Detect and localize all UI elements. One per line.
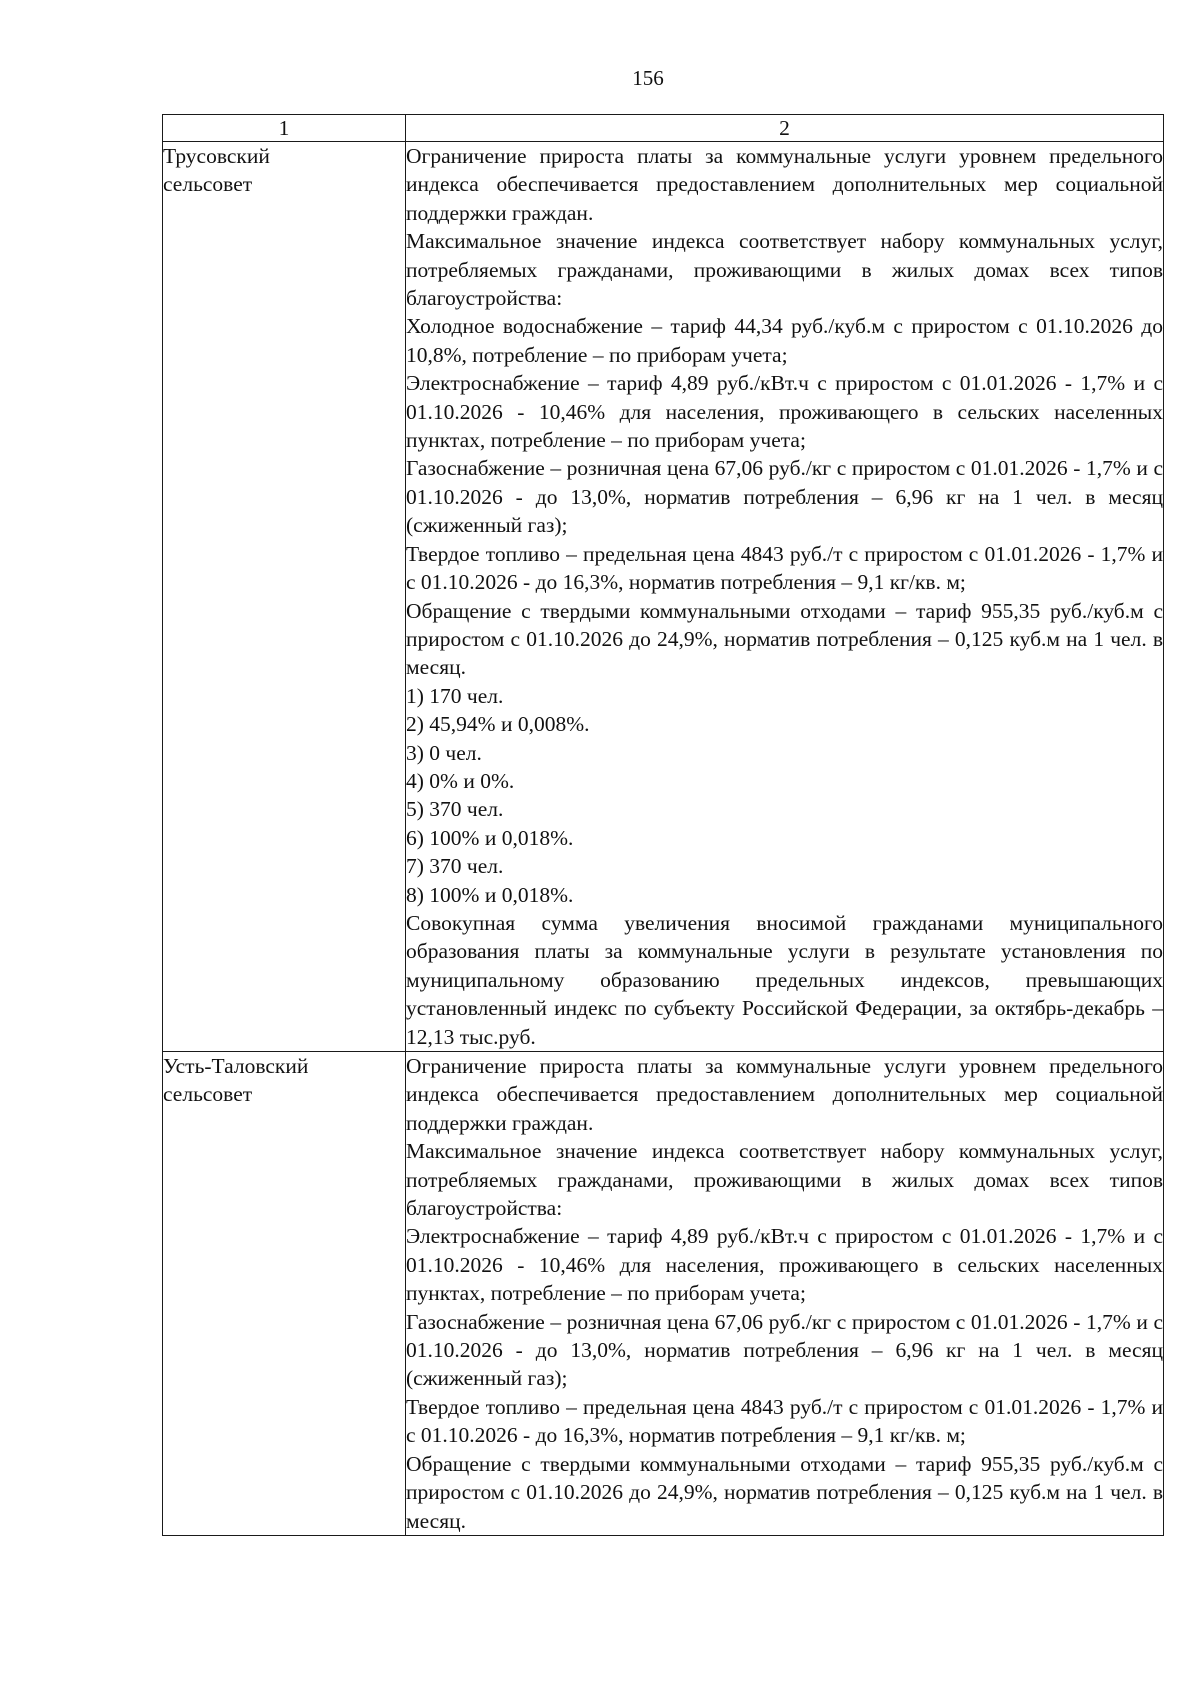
description-paragraph: 6) 100% и 0,018%. [406, 825, 574, 850]
description-paragraph: 1) 170 чел. [406, 683, 504, 708]
index-description [406, 1052, 1164, 1536]
description-paragraph: 3) 0 чел. [406, 740, 482, 765]
column-header-1: 1 [163, 115, 406, 142]
description-paragraph: Газоснабжение – розничная цена 67,06 руб./кг с приростом с 01.01.2026 - 1,7% и с 01.10.2026 - до 13,0%, норматив потребления – 6,96 кг на 1 чел. в месяц (сжиженный газ); [406, 1309, 1163, 1391]
municipality-name [163, 1052, 406, 1536]
description-paragraph: 4) 0% и 0%. [406, 768, 515, 793]
description-paragraph: Твердое топливо – предельная цена 4843 руб./т с приростом с 01.01.2026 - 1,7% и с 01.10.2026 - до 16,3%, норматив потребления – 9,1 кг/кв. м; [406, 1394, 1163, 1448]
municipality-name-line: сельсовет [163, 172, 253, 197]
description-paragraph: Ограничение прироста платы за коммунальные услуги уровнем предельного индекса обеспечивается предоставлением дополнительных мер социальной поддержки граждан. [406, 144, 1163, 225]
description-paragraph: 5) 370 чел. [406, 797, 504, 822]
description-paragraph: Газоснабжение – розничная цена 67,06 руб./кг с приростом с 01.01.2026 - 1,7% и с 01.10.2026 - до 13,0%, норматив потребления – 6,96 кг на 1 чел. в месяц (сжиженный газ); [406, 456, 1163, 538]
description-paragraph: Совокупная сумма увеличения вносимой гражданами муниципального образования платы за коммунальные услуги в результате установления по муниципальному образованию предельных индексов, превышающих установленный индекс по субъекту Российской Федерации, за октябрь-декабрь – 12,13 тыс.руб. [406, 910, 1163, 1049]
description-paragraph: 7) 370 чел. [406, 854, 504, 879]
description-paragraph: Электроснабжение – тариф 4,89 руб./кВт.ч с приростом с 01.01.2026 - 1,7% и с 01.10.2026 - 10,46% для населения, проживающего в сельских населенных пунктах, потребление – по приборам учета; [406, 371, 1163, 453]
description-paragraph: Твердое топливо – предельная цена 4843 руб./т с приростом с 01.01.2026 - 1,7% и с 01.10.2026 - до 16,3%, норматив потребления – 9,1 кг/кв. м; [406, 541, 1163, 595]
description-paragraph: Максимальное значение индекса соответствует набору коммунальных услуг, потребляемых гражданами, проживающими в жилых домах всех типов благоустройства: [406, 1139, 1163, 1221]
municipality-name [163, 142, 406, 1052]
description-paragraph: Ограничение прироста платы за коммунальные услуги уровнем предельного индекса обеспечивается предоставлением дополнительных мер социальной поддержки граждан. [406, 1054, 1163, 1135]
description-paragraph: Холодное водоснабжение – тариф 44,34 руб./куб.м с приростом с 01.10.2026 до 10,8%, потребление – по приборам учета; [406, 314, 1163, 367]
municipal-index-table [162, 114, 1164, 1536]
table-row [163, 1052, 1164, 1536]
table-header-row [163, 115, 1164, 142]
table-row [163, 142, 1164, 1052]
description-paragraph: Электроснабжение – тариф 4,89 руб./кВт.ч с приростом с 01.01.2026 - 1,7% и с 01.10.2026 - 10,46% для населения, проживающего в сельских населенных пунктах, потребление – по приборам учета; [406, 1224, 1163, 1306]
description-paragraph: Обращение с твердыми коммунальными отходами – тариф 955,35 руб./куб.м с приростом с 01.10.2026 до 24,9%, норматив потребления – 0,125 куб.м на 1 чел. в месяц. [406, 598, 1163, 680]
description-paragraph: Максимальное значение индекса соответствует набору коммунальных услуг, потребляемых гражданами, проживающими в жилых домах всех типов благоустройства: [406, 229, 1163, 311]
page-number: 156 [632, 66, 664, 90]
municipality-name-line: сельсовет [163, 1082, 253, 1107]
column-header-2: 2 [406, 115, 1164, 142]
municipality-name-line: Усть-Таловский [163, 1054, 309, 1078]
description-paragraph: 2) 45,94% и 0,008%. [406, 712, 590, 737]
description-paragraph: Обращение с твердыми коммунальными отходами – тариф 955,35 руб./куб.м с приростом с 01.10.2026 до 24,9%, норматив потребления – 0,125 куб.м на 1 чел. в месяц. [406, 1451, 1163, 1533]
description-paragraph: 8) 100% и 0,018%. [406, 882, 574, 907]
municipality-name-line: Трусовский [163, 144, 270, 168]
index-description [406, 142, 1164, 1052]
